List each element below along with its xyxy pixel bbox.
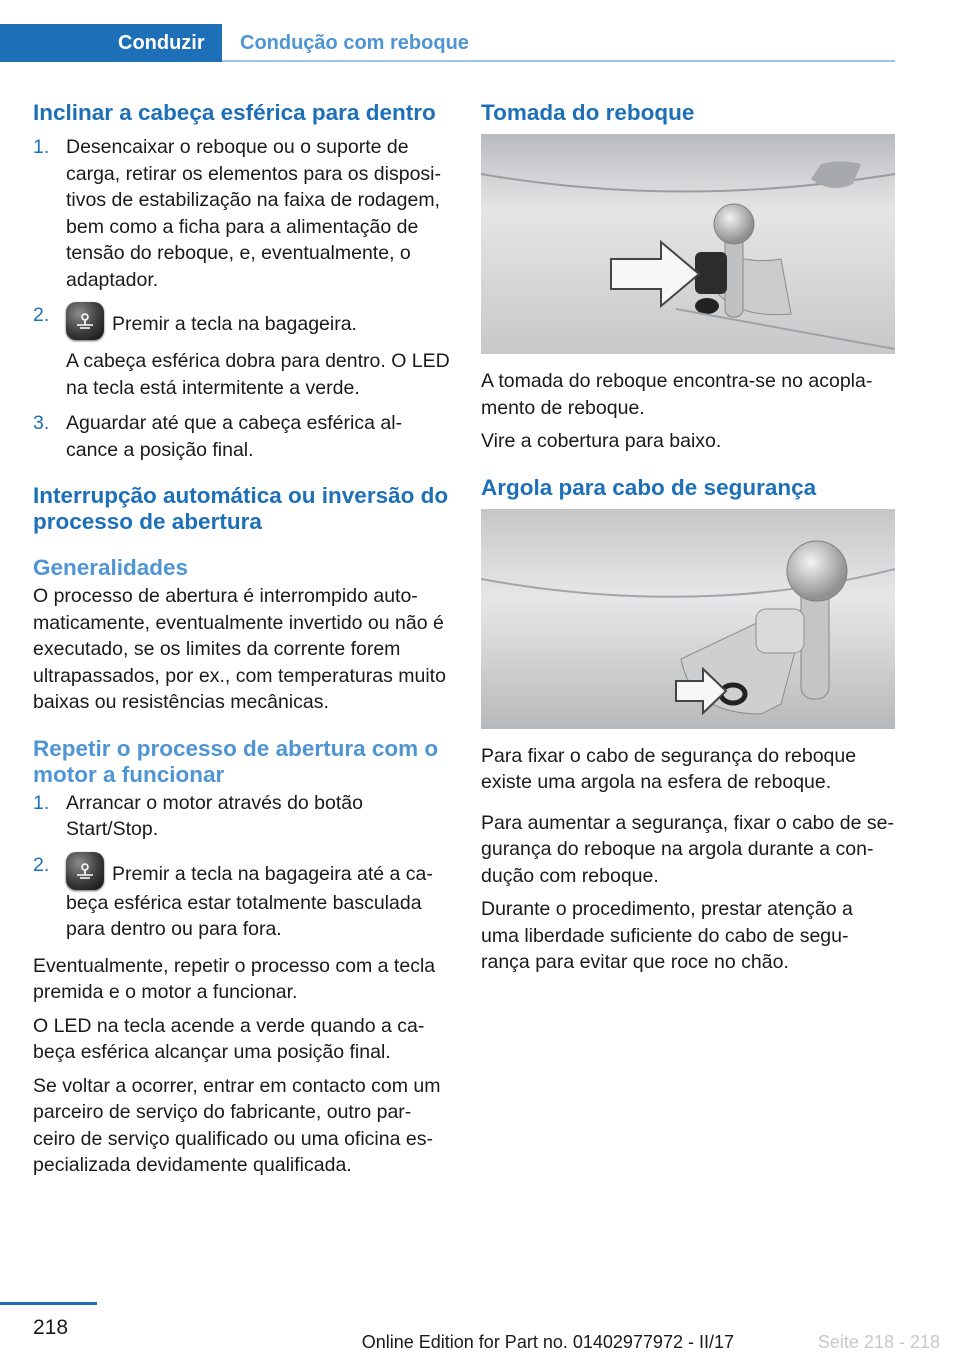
step-number: 1. [33, 136, 50, 158]
paragraph: Vire a cobertura para baixo. [481, 430, 722, 452]
paragraph: Durante o procedimento, prestar atenção a uma liberdade suficiente do cabo de segu‐rança para evitar que roce no chão. [481, 898, 853, 973]
step-number: 1. [33, 791, 50, 814]
step-number: 3. [33, 412, 50, 434]
paragraph: O processo de abertura é interrompido auto‐maticamente, eventualmente invertido ou não é executado, se os limites da corrente forem ultrapassados, por ex., com temperaturas muito baixas ou resistências mecânicas. [33, 585, 446, 713]
paragraph: O LED na tecla acende a verde quando a ca‐beça esférica alcançar uma posição final. [33, 1014, 425, 1063]
page-number: 218 [33, 1316, 69, 1339]
heading-argola-cabo-seguranca: Argola para cabo de segurança [481, 474, 817, 500]
list-item [33, 134, 451, 293]
paragraph: Eventualmente, repetir o processo com a tecla premida e o motor a funcionar. [33, 954, 436, 1003]
heading-tomada-reboque: Tomada do reboque [481, 100, 695, 125]
list-item [33, 410, 451, 463]
heading-inclinar-cabeca: Inclinar a cabeça esférica para dentro [33, 100, 436, 125]
watermark-text: Seite 218 - 218 [817, 1332, 940, 1352]
step-text: Premir a tecla na bagageira. [112, 313, 357, 335]
right-column [481, 100, 895, 983]
list-item [33, 790, 451, 843]
page-number-rule [0, 1302, 97, 1305]
step-text: Desencaixar o reboque ou o suporte de carga, retirar os elementos para os disposi‐tivos de estabilização na faixa de rodagem, bem como a ficha para a alimentação de tensão do reboque, e, eventualmente, o adaptador. [66, 136, 442, 291]
paragraph: Se voltar a ocorrer, entrar em contacto com um parceiro de serviço do fabricante, outro par‐ceiro de serviço qualificado ou uma oficina es‐pecializada devidamente qualificada. [33, 1074, 441, 1176]
list-item [33, 852, 451, 943]
heading-interrupcao: Interrupção automática ou inversão do processo de abertura [33, 483, 449, 534]
header-rule [222, 60, 895, 62]
step-text: Arrancar o motor através do botão Start/Stop. [66, 791, 363, 840]
steps-inclinar [33, 134, 451, 463]
tab-conduzir[interactable]: Conduzir [0, 24, 222, 62]
step-text: Aguardar até que a cabeça esférica al‐cance a posição final. [66, 412, 403, 461]
step-text: Premir a tecla na bagageira até a ca‐beça esférica estar totalmente basculada para dentro ou para fora. [66, 862, 433, 940]
paragraph: Para fixar o cabo de segurança do reboque existe uma argola na esfera de reboque. [481, 744, 857, 793]
steps-repetir [33, 790, 451, 943]
trailer-socket-illustration [481, 134, 895, 354]
subheading-generalidades: Generalidades [33, 555, 189, 580]
tow-hitch-button-icon [66, 302, 104, 340]
paragraph: Para aumentar a segurança, fixar o cabo de se‐gurança do reboque na argola durante a con‐dução com reboque. [481, 811, 894, 887]
paragraph: A tomada do reboque encontra-se no acopla‐mento de reboque. [481, 370, 873, 419]
list-item [33, 302, 451, 401]
step-number: 2. [33, 304, 50, 326]
left-column [33, 100, 451, 1186]
edition-text: Online Edition for Part no. 01402977972 - II/17 [361, 1332, 734, 1352]
step-number: 2. [33, 853, 50, 876]
tow-hitch-button-icon [66, 852, 104, 890]
subheading-repetir-processo: Repetir o processo de abertura com o motor a funcionar [33, 735, 439, 787]
step-subtext: A cabeça esférica dobra para dentro. O LED na tecla está intermitente a verde. [66, 350, 450, 399]
tab-conducao-com-reboque[interactable]: Condução com reboque [240, 32, 469, 54]
safety-cable-ring-illustration [481, 509, 895, 729]
